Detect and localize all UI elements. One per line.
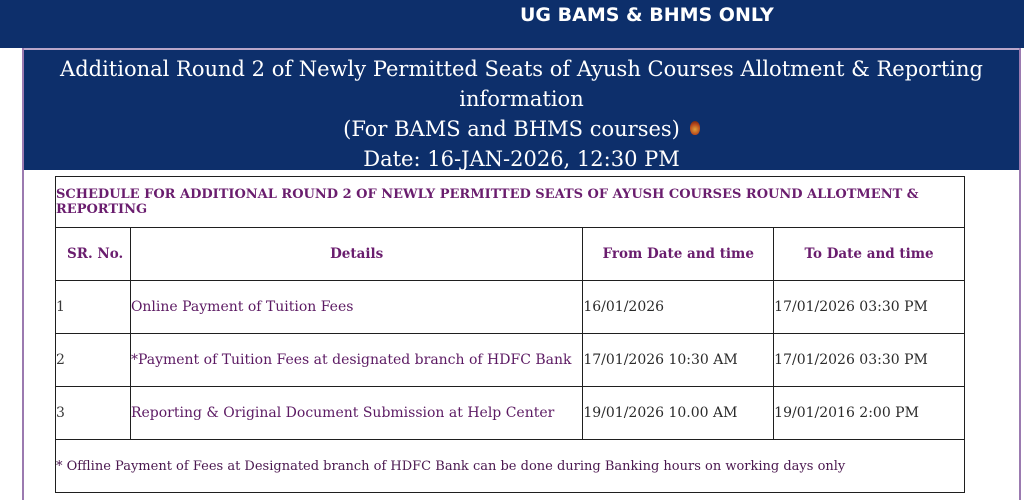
flame-icon [690,121,700,135]
row-details: Reporting & Original Document Submission at Help Center [130,387,582,440]
banner-date: Date: 16-JAN-2026, 12:30 PM [363,147,680,171]
schedule-heading: SCHEDULE FOR ADDITIONAL ROUND 2 OF NEWLY PERMITTED SEATS OF AYUSH COURSES ROUND ALLOTMENT & REPORTING [56,177,965,228]
banner-headline: Additional Round 2 of Newly Permitted Seats of Ayush Courses Allotment & Reporting [60,57,983,81]
row-from: 19/01/2026 10.00 AM [583,387,774,440]
row-to: 17/01/2026 03:30 PM [774,281,965,334]
row-details: Online Payment of Tuition Fees [130,281,582,334]
row-details: *Payment of Tuition Fees at designated branch of HDFC Bank [130,334,582,387]
frame-right-border [1019,48,1021,500]
top-bar [0,0,1024,48]
footnote: * Offline Payment of Fees at Designated branch of HDFC Bank can be done during Banking hours on working days only [56,440,965,493]
banner-headline-cont: information [459,87,584,111]
column-header-sr: SR. No. [56,228,131,281]
row-to: 17/01/2026 03:30 PM [774,334,965,387]
table-row [56,281,965,334]
column-header-row [56,228,965,281]
row-from: 17/01/2026 10:30 AM [583,334,774,387]
row-sr: 2 [56,334,131,387]
announcement-banner [24,50,1019,170]
banner-courses-line [24,114,1019,144]
schedule-heading-row [56,177,965,228]
row-from: 16/01/2026 [583,281,774,334]
banner-courses: (For BAMS and BHMS courses) [343,117,680,141]
column-header-details: Details [130,228,582,281]
note-row [56,440,965,493]
row-to: 19/01/2016 2:00 PM [774,387,965,440]
row-sr: 3 [56,387,131,440]
row-sr: 1 [56,281,131,334]
table-row [56,334,965,387]
page-title: UG BAMS & BHMS ONLY [520,4,774,26]
column-header-to: To Date and time [774,228,965,281]
schedule-table [55,176,965,493]
table-row [56,387,965,440]
column-header-from: From Date and time [583,228,774,281]
